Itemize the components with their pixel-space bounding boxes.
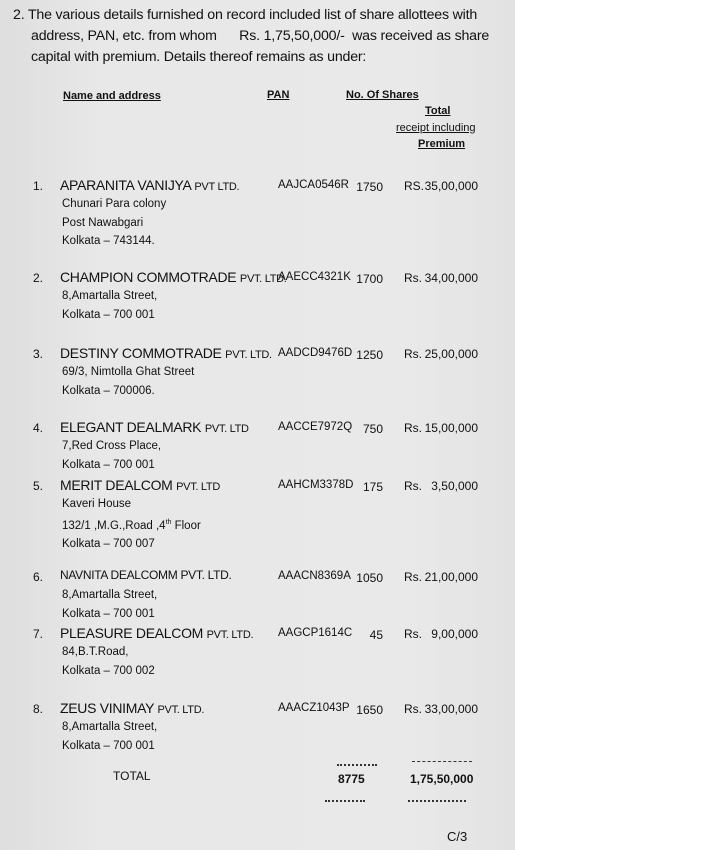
pan-number: AAECC4321K [278, 271, 351, 283]
share-count: 750 [362, 422, 383, 436]
receipt-amount: 35,00,000 [424, 179, 478, 193]
company-name [60, 625, 253, 641]
row-number: 5. [33, 479, 44, 493]
pan-number: AACCE7972Q [278, 421, 353, 433]
receipt-amount: 15,00,000 [424, 421, 478, 435]
receipt-amount: 34,00,000 [424, 271, 478, 285]
receipt-amount: 21,00,000 [424, 570, 478, 584]
share-count: 1250 [356, 348, 383, 362]
header-pan: PAN [267, 89, 290, 101]
paragraph-number: 2. [13, 7, 25, 23]
address-line: Kaveri House [62, 498, 132, 510]
currency-label: Rs. [404, 702, 422, 716]
company-name [60, 568, 232, 582]
pan-number: AAJCA0546R [278, 179, 349, 191]
company-address [62, 287, 157, 324]
pan-number: AAGCP1614C [278, 627, 353, 639]
company-address [62, 643, 155, 680]
currency-label: Rs. [404, 271, 422, 285]
pan-number: AADCD9476D [278, 347, 353, 359]
pan-number: AAACN8369A [278, 570, 351, 582]
currency-label: RS. [404, 179, 425, 193]
receipt-amount: 9,00,000 [431, 627, 478, 641]
row-number: 8. [33, 702, 44, 716]
share-count: 1700 [356, 272, 383, 286]
page-marker: C/3 [447, 829, 468, 844]
share-count: 1050 [356, 571, 383, 585]
row-number: 3. [33, 347, 44, 361]
pan-number: AAACZ1043P [278, 702, 350, 714]
company-name [60, 700, 204, 716]
company-address [62, 437, 161, 474]
company-address [62, 718, 157, 755]
address-line: 8,Amartalla Street, [62, 721, 158, 733]
pan-number: AAHCM3378D [278, 479, 354, 491]
divider [412, 761, 472, 762]
company-name [60, 419, 249, 435]
company-name-main: MERIT DEALCOM [60, 477, 173, 493]
company-name-main: ZEUS VINIMAY [60, 700, 154, 716]
header-receipt-including: receipt including [396, 122, 476, 134]
company-name-main: NAVNITA DEALCOMM PVT. LTD. [60, 568, 232, 582]
company-address [62, 586, 157, 623]
share-count: 1650 [356, 703, 383, 717]
currency-label: Rs. [404, 479, 422, 493]
company-suffix: PVT. LTD. [239, 273, 287, 285]
address-line: Kolkata – 700006. [62, 384, 155, 397]
address-line: Post Nawabgari [62, 216, 144, 229]
address-line: 132/1 ,M.G.,Road ,4th Floor [62, 518, 201, 532]
receipt-amount: 3,50,000 [431, 479, 478, 493]
company-name [60, 177, 239, 193]
row-number: 1. [33, 179, 44, 193]
receipt-amount: 25,00,000 [424, 347, 478, 361]
currency-label: Rs. [404, 421, 422, 435]
paragraph-line-3: capital with premium. Details thereof remains as under: [31, 49, 367, 65]
currency-label: Rs. [404, 347, 422, 361]
header-premium: Premium [418, 138, 466, 150]
address-line: Chunari Para colony [62, 198, 167, 210]
company-suffix: PVT. LTD. [157, 704, 205, 716]
company-suffix: PVT LTD. [194, 181, 240, 193]
company-name-main: APARANITA VANIJYA [60, 177, 191, 193]
company-name-main: ELEGANT DEALMARK [60, 419, 202, 435]
divider [325, 800, 365, 802]
address-line: Kolkata – 700 001 [62, 458, 155, 471]
share-count: 1750 [356, 180, 383, 194]
total-label: TOTAL [113, 769, 151, 783]
address-line: Kolkata – 700 001 [62, 739, 155, 752]
address-line: Kolkata – 700 001 [62, 607, 155, 620]
company-name-main: PLEASURE DEALCOM [60, 625, 204, 641]
header-total: Total [425, 105, 451, 117]
address-line: Kolkata – 743144. [62, 235, 155, 247]
row-number: 7. [33, 627, 44, 641]
company-name-main: CHAMPION COMMOTRADE [60, 269, 237, 285]
company-name [60, 345, 272, 361]
paragraph-line-1: The various details furnished on record included list of share allottees with [27, 7, 478, 23]
address-line: Kolkata – 700 007 [62, 537, 155, 550]
share-count: 45 [369, 628, 383, 642]
company-name [60, 477, 220, 493]
divider [408, 800, 466, 802]
share-count: 175 [362, 480, 383, 494]
company-name [60, 269, 287, 285]
address-line: 7,Red Cross Place, [62, 440, 162, 452]
address-line: 84,B.T.Road, [62, 646, 129, 658]
address-line: 8,Amartalla Street, [62, 290, 158, 302]
company-address [62, 195, 166, 251]
company-suffix: PVT. LTD [176, 481, 220, 493]
receipt-amount: 33,00,000 [424, 702, 478, 716]
total-amount: 1,75,50,000 [410, 772, 474, 786]
company-name-main: DESTINY COMMOTRADE [60, 345, 222, 361]
intro-paragraph [13, 5, 490, 68]
company-suffix: PVT. LTD [204, 423, 249, 435]
company-address [62, 495, 201, 553]
currency-label: Rs. [404, 627, 422, 641]
divider [337, 764, 377, 766]
currency-label: Rs. [404, 570, 422, 584]
header-shares: No. Of Shares [346, 89, 419, 101]
paragraph-line-2: address, PAN, etc. from whom Rs. 1,75,50,000/- was received as share [31, 28, 490, 44]
address-line: 8,Amartalla Street, [62, 589, 158, 601]
address-line: Kolkata – 700 002 [62, 664, 155, 677]
address-line: Kolkata – 700 001 [62, 308, 155, 321]
row-number: 6. [33, 570, 44, 584]
company-address [62, 363, 194, 400]
address-line: 69/3, Nimtolla Ghat Street [62, 366, 195, 378]
company-suffix: PVT. LTD. [206, 629, 254, 641]
row-number: 4. [33, 421, 44, 435]
row-number: 2. [33, 271, 44, 285]
header-name-address: Name and address [63, 90, 161, 102]
total-shares: 8775 [338, 772, 365, 786]
company-suffix: PVT. LTD. [225, 349, 272, 361]
